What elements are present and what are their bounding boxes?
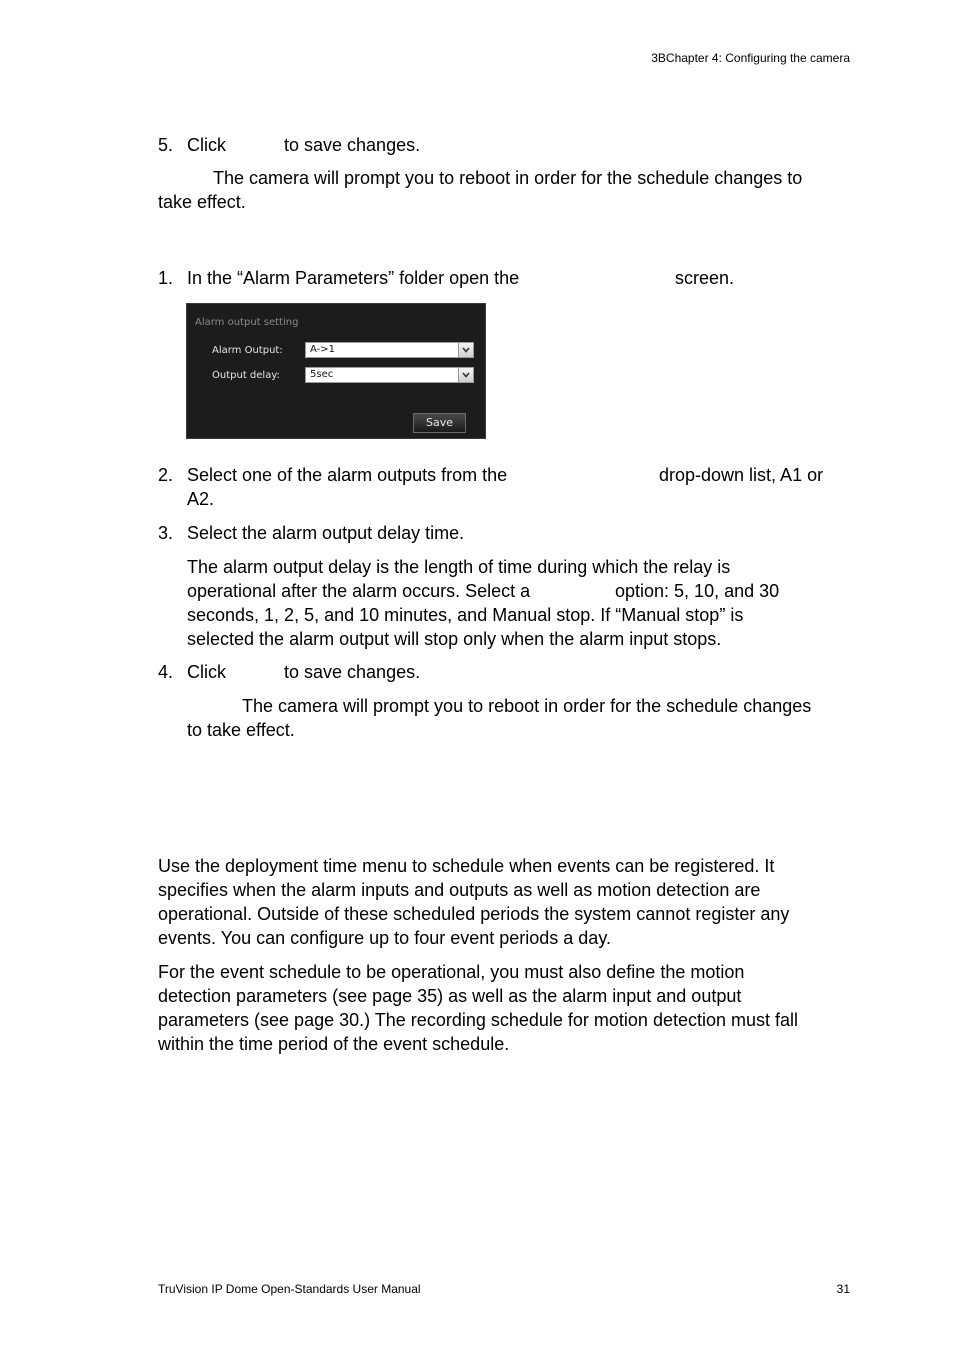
- output-delay-label: Output delay:: [212, 370, 280, 381]
- step-text: A2.: [187, 489, 215, 509]
- chevron-down-icon[interactable]: [458, 343, 473, 357]
- page-number: 31: [836, 1282, 850, 1296]
- footer-manual-title: TruVision IP Dome Open-Standards User Manual: [158, 1282, 421, 1296]
- step-text: Select one of the alarm outputs from the: [187, 465, 508, 485]
- paragraph-line: operational after the alarm occurs. Select a: [187, 581, 531, 601]
- alarm-output-value: A->1: [310, 344, 335, 355]
- output-delay-select[interactable]: [305, 367, 474, 383]
- paragraph-line: detection parameters (see page 35) as well as the alarm input and output: [158, 986, 742, 1006]
- step-number: 5.: [158, 135, 174, 155]
- output-delay-value: 5sec: [310, 369, 334, 380]
- alarm-output-select[interactable]: [305, 342, 474, 358]
- step-text: Select the alarm output delay time.: [187, 523, 465, 543]
- paragraph-line: option: 5, 10, and 30: [615, 581, 780, 601]
- note-text: The camera will prompt you to reboot in order for the schedule changes: [242, 696, 812, 716]
- paragraph-line: seconds, 1, 2, 5, and 10 minutes, and Manual stop. If “Manual stop” is: [187, 605, 744, 625]
- step-text: to save changes.: [284, 135, 421, 155]
- note-text: The camera will prompt you to reboot in order for the schedule changes to: [213, 168, 803, 188]
- paragraph-line: events. You can configure up to four event periods a day.: [158, 928, 611, 948]
- step-number: 1.: [158, 268, 174, 288]
- paragraph-line: Use the deployment time menu to schedule when events can be registered. It: [158, 856, 775, 876]
- step-number: 2.: [158, 465, 174, 485]
- step-text: drop-down list, A1 or: [659, 465, 824, 485]
- paragraph-line: For the event schedule to be operational, you must also define the motion: [158, 962, 745, 982]
- note-text: to take effect.: [187, 720, 295, 740]
- alarm-output-label: Alarm Output:: [212, 345, 283, 356]
- alarm-output-setting-panel: [186, 303, 486, 439]
- step-number: 4.: [158, 662, 174, 682]
- paragraph-line: parameters (see page 30.) The recording schedule for motion detection must fall: [158, 1010, 799, 1030]
- chevron-down-icon[interactable]: [458, 368, 473, 382]
- paragraph-line: selected the alarm output will stop only when the alarm input stops.: [187, 629, 722, 649]
- running-header: 3BChapter 4: Configuring the camera: [651, 51, 850, 65]
- paragraph-line: The alarm output delay is the length of time during which the relay is: [187, 557, 731, 577]
- step-text: In the “Alarm Parameters” folder open the: [187, 268, 520, 288]
- step-text: to save changes.: [284, 662, 421, 682]
- paragraph-line: within the time period of the event schedule.: [158, 1034, 510, 1054]
- step-text: Click: [187, 135, 226, 155]
- note-text: take effect.: [158, 192, 246, 212]
- paragraph-line: specifies when the alarm inputs and outputs as well as motion detection are: [158, 880, 761, 900]
- step-text: Click: [187, 662, 226, 682]
- save-button[interactable]: Save: [413, 413, 466, 433]
- paragraph-line: operational. Outside of these scheduled periods the system cannot register any: [158, 904, 790, 924]
- panel-title: Alarm output setting: [195, 317, 299, 328]
- step-number: 3.: [158, 523, 174, 543]
- step-text: screen.: [675, 268, 735, 288]
